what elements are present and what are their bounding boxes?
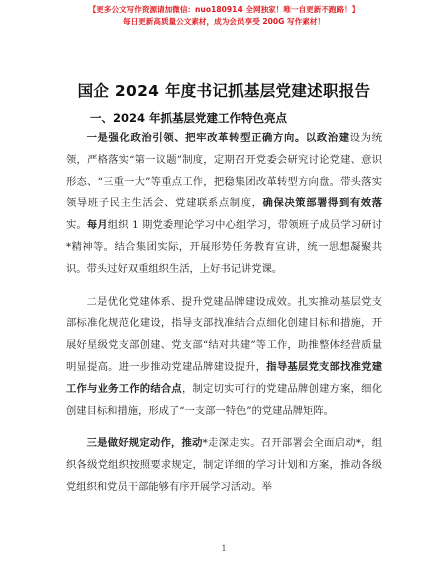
body-text: ，制定切实可行的党建品牌创建方案，细化创建目标和措施，形成了“一支部一特色”的党建品牌矩阵。 — [66, 382, 383, 417]
bold-text: 三是做好规定动作，推动 — [86, 437, 203, 450]
body-text: 实。 — [66, 219, 87, 232]
body-text: *走深走实。召开部署会全面启动*，组织各级党组织按照要求规定，制定详细的学习计划和方案，推动各级党组织和党员干部能够有序开展学习活动。举 — [66, 437, 383, 493]
body-text: 设为统领，严格落实“第一议题”制度，定期召开党委会研究讨论党建、意识形态、“三重一大”等重点工作，把稳集团改革转型方向盘。带头落实领导班子民主生活会、党建联系点制度， — [66, 132, 383, 210]
page-number: 1 — [221, 544, 227, 553]
body-paragraph — [66, 292, 382, 423]
document-title: 国企 2024 年度书记抓基层党建述职报告 — [77, 82, 371, 100]
body-paragraph — [66, 433, 382, 498]
bold-text: 确保决策部署得到有效落 — [262, 197, 383, 210]
body-text: 组织 1 期党委理论学习中心组学习，带领班子成员学习研讨*精神等。结合集团实际，开展形势任务教育宣讲，统一思想凝聚共识。带头过好双重组织生活，上好书记讲党课。 — [66, 219, 383, 275]
promo-notice — [0, 4, 448, 28]
bold-text: 指导基层党支部找准党建工作与业务工作的结合点 — [66, 360, 383, 395]
body-text: 二是优化党建体系、提升党建品牌建设成效。扎实推动基层党支部标准化规范化建设，指导支部找准结合点细化创建目标和措施，开展好星级党支部创建、党支部“结对共建”等工作，助推整体经营质量明显提高。进一步推动党建品牌建设提升， — [66, 295, 382, 373]
promo-notice-line-1: 【更多公文写作资源请加微信：nuo180914 全网独家！唯一自更新不跑路！】 — [88, 5, 360, 14]
body-paragraph — [66, 128, 382, 281]
promo-notice-line-2: 每日更新高质量公文素材，成为会员享受 200G 写作素材！ — [122, 17, 326, 26]
document-body — [66, 128, 382, 499]
bold-text: 一是强化政治引领、把牢改革转型正确方向。以政治建 — [86, 132, 350, 144]
section-heading: 一、2024 年抓基层党建工作特色亮点 — [90, 111, 288, 125]
bold-text: 每月 — [86, 219, 108, 232]
